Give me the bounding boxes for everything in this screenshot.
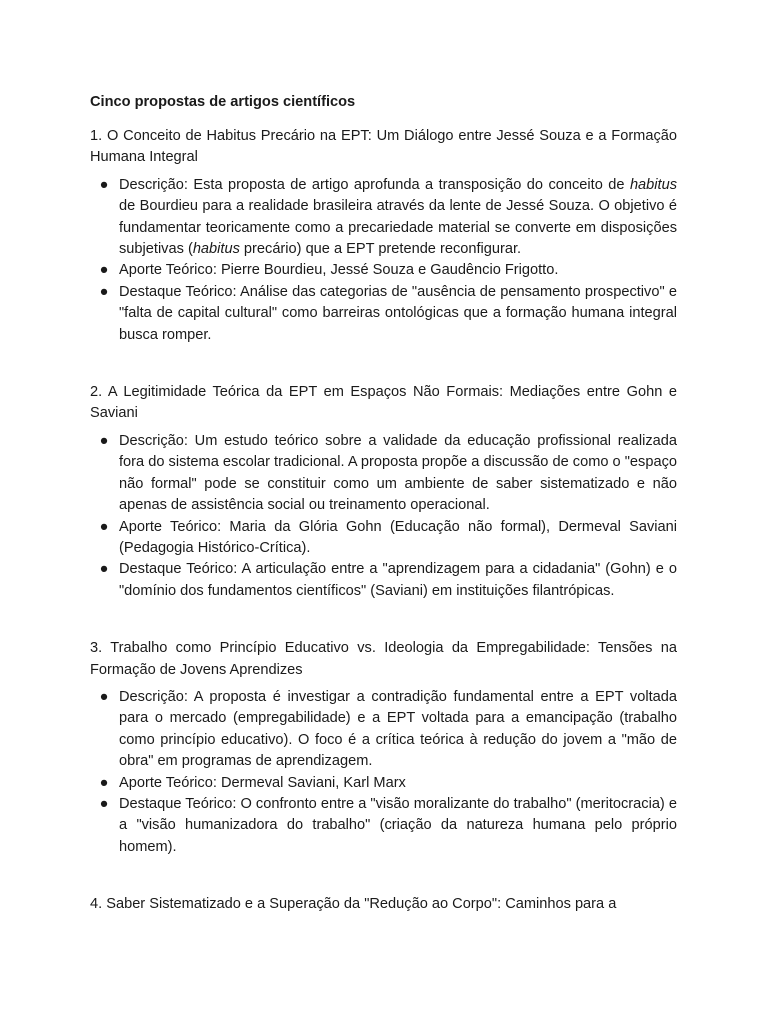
- destaque-text: Destaque Teórico: Análise das categorias de "ausência de pensamento prospectivo" e "falta de capital cultural" como barreiras ontológicas que a formação humana integral busca romper.: [119, 283, 677, 343]
- descricao-text-part: de Bourdieu para a realidade brasileira através da lente de Jessé Souza. O objetivo é fundamentar teoricamente como a precariedade material se converte em disposições subjetivas (: [119, 198, 677, 258]
- destaque-text: Destaque Teórico: O confronto entre a "visão moralizante do trabalho" (meritocracia) e a "visão humanizadora do trabalho" (criação da natureza humana pelo próprio homem).: [119, 795, 677, 855]
- section-spacer: [90, 346, 677, 382]
- bullet-icon: ●: [99, 176, 109, 193]
- list-item-descricao: [90, 687, 677, 773]
- aporte-text: Aporte Teórico: Pierre Bourdieu, Jessé Souza e Gaudêncio Frigotto.: [119, 262, 559, 279]
- aporte-text: Aporte Teórico: Dermeval Saviani, Karl Marx: [119, 774, 406, 791]
- document-page: [90, 92, 677, 922]
- proposal-section-3: [90, 638, 677, 858]
- bullet-icon: ●: [99, 795, 109, 812]
- descricao-text-part: precário) que a EPT pretende reconfigurar.: [239, 241, 522, 258]
- bullet-icon: ●: [99, 432, 109, 449]
- list-item-descricao: [90, 175, 677, 261]
- proposal-section-2: [90, 382, 677, 602]
- section-heading: 3. Trabalho como Princípio Educativo vs. Ideologia da Empregabilidade: Tensões na Formação de Jovens Aprendizes: [90, 640, 677, 678]
- bullet-icon: ●: [99, 688, 109, 705]
- list-item-descricao: [90, 431, 677, 517]
- proposal-section-4: [90, 894, 677, 915]
- list-item-aporte: [90, 517, 677, 560]
- descricao-text: Descrição: Um estudo teórico sobre a validade da educação profissional realizada fora do sistema escolar tradicional. A proposta propõe a discussão de como o "espaço não formal" pode se constituir como um ambiente de saber sistematizado e não apenas de assistência social ou treinamento operacional.: [119, 432, 677, 514]
- list-item-aporte: [90, 260, 677, 281]
- habitus-term: habitus: [629, 176, 677, 193]
- descricao-text-part: Descrição: Esta proposta de artigo aprofunda a transposição do conceito de: [119, 176, 630, 193]
- document-title: Cinco propostas de artigos científicos: [90, 94, 356, 110]
- bullet-list: [90, 431, 677, 602]
- bullet-list: [90, 687, 677, 858]
- section-heading: 4. Saber Sistematizado e a Superação da "Redução ao Corpo": Caminhos para a: [90, 896, 617, 913]
- bullet-list: [90, 175, 677, 346]
- habitus-term: habitus: [192, 241, 240, 258]
- proposal-section-1: [90, 126, 677, 346]
- list-item-destaque: [90, 794, 677, 858]
- descricao-text: Descrição: A proposta é investigar a contradição fundamental entre a EPT voltada para o mercado (empregabilidade) e a EPT voltada para a emancipação (trabalho como princípio educativo). O foco é a crítica teórica à redução do jovem a "mão de obra" em programas de aprendizagem.: [119, 688, 677, 770]
- list-item-destaque: [90, 559, 677, 602]
- bullet-icon: ●: [99, 518, 109, 535]
- list-item-destaque: [90, 282, 677, 346]
- section-spacer: [90, 858, 677, 894]
- section-heading: 2. A Legitimidade Teórica da EPT em Espaços Não Formais: Mediações entre Gohn e Saviani: [90, 384, 677, 422]
- section-heading: 1. O Conceito de Habitus Precário na EPT: Um Diálogo entre Jessé Souza e a Formação Humana Integral: [90, 128, 677, 166]
- bullet-icon: ●: [99, 774, 109, 791]
- bullet-icon: ●: [99, 262, 109, 279]
- list-item-aporte: [90, 773, 677, 794]
- destaque-text: Destaque Teórico: A articulação entre a "aprendizagem para a cidadania" (Gohn) e o "domínio dos fundamentos científicos" (Saviani) em instituições filantrópicas.: [119, 561, 677, 599]
- aporte-text: Aporte Teórico: Maria da Glória Gohn (Educação não formal), Dermeval Saviani (Pedagogia Histórico-Crítica).: [119, 518, 677, 556]
- bullet-icon: ●: [99, 561, 109, 578]
- bullet-icon: ●: [99, 283, 109, 300]
- section-spacer: [90, 602, 677, 638]
